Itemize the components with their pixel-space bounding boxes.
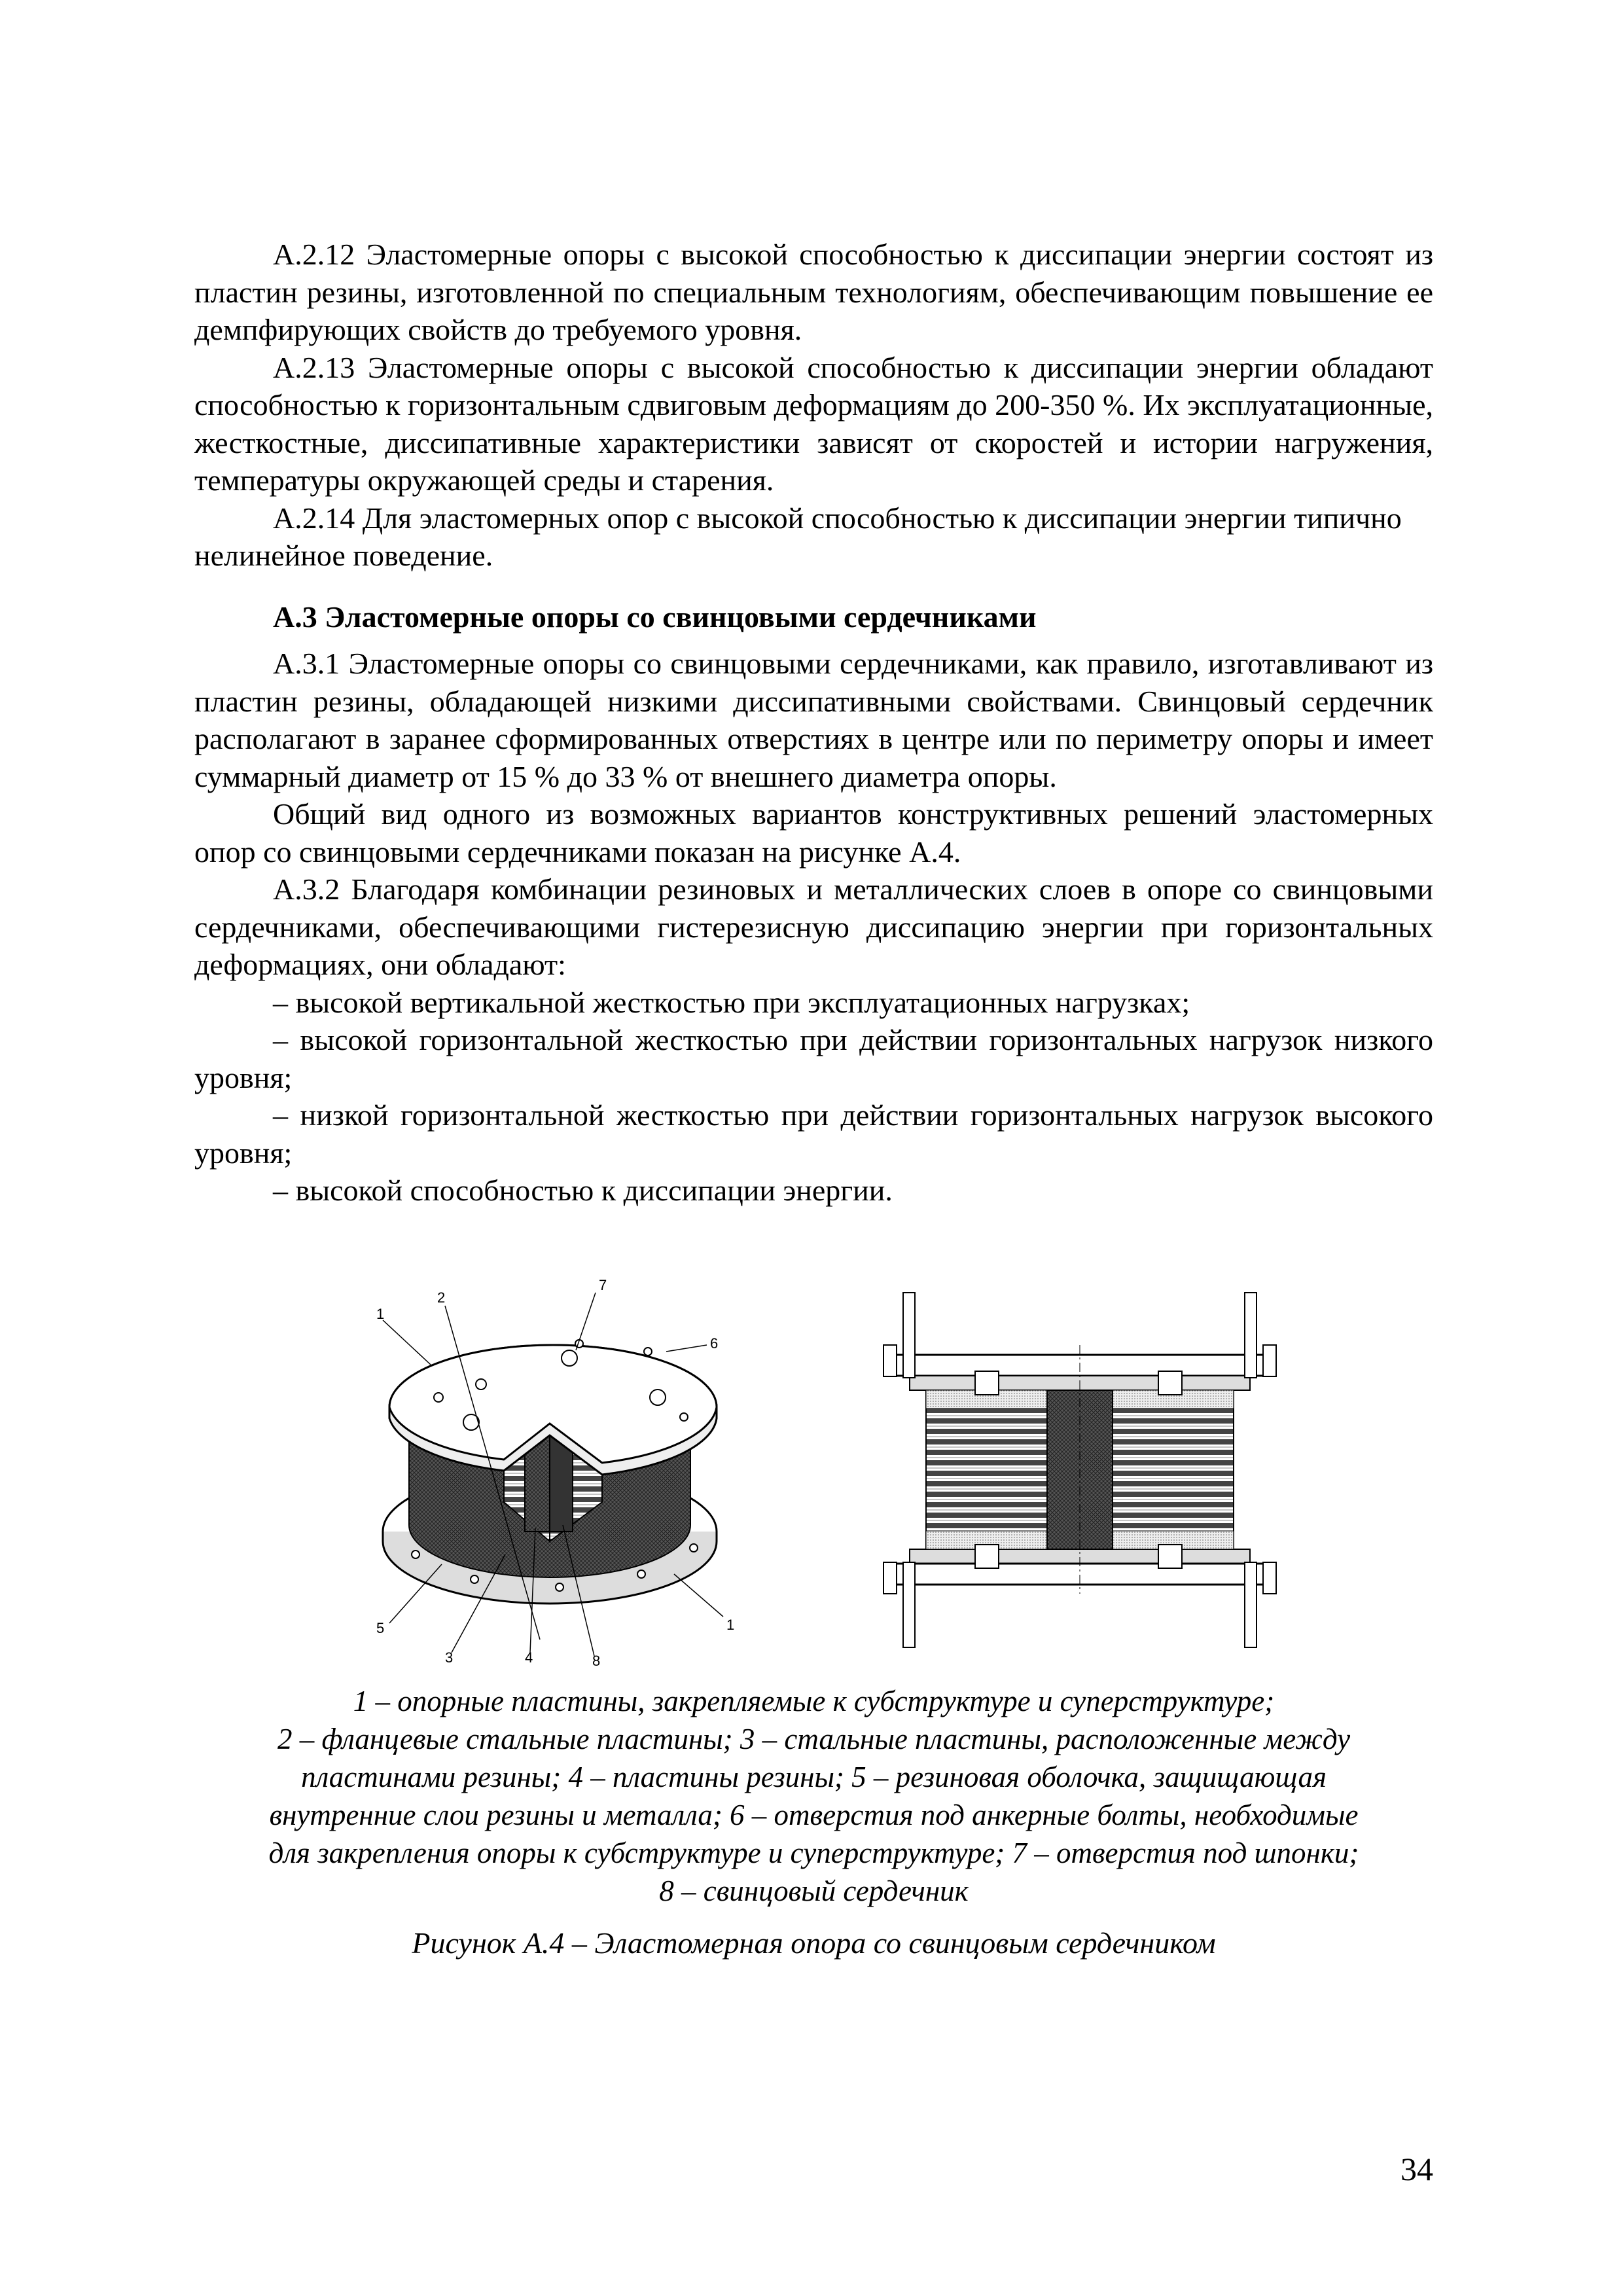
body-text xyxy=(194,236,1433,1210)
isometric-view xyxy=(376,1277,734,1669)
callout-1-bottom: 1 xyxy=(726,1617,735,1633)
list-item-4: – высокой способностью к диссипации энергии. xyxy=(273,1174,893,1207)
figure-a4 xyxy=(353,1266,1322,1669)
legend-line-2: 2 – фланцевые стальные пластины; 3 – стальные пластины, расположенные между xyxy=(277,1723,1351,1755)
cross-section-view xyxy=(883,1293,1276,1647)
paragraph-a31: А.3.1 Эластомерные опоры со свинцовыми сердечниками, как правило, изготавливают из пластин резины, обладающей низкими диссипативными свойствами. Свинцовый сердечник располагают в заранее сформированных отверстиях в центре или по периметру опоры и имеет суммарный диаметр от 15 % до 33 % от внешнего диаметра опоры. xyxy=(194,647,1433,793)
paragraph-a212: А.2.12 Эластомерные опоры с высокой способностью к диссипации энергии состоят из пластин резины, изготовленной по специальным технологиям, обеспечивающим повышение ее демпфирующих свойств до требуемого уровня. xyxy=(194,238,1433,346)
callout-7: 7 xyxy=(599,1277,607,1293)
legend-line-3: пластинами резины; 4 – пластины резины; 5 – резиновая оболочка, защищающая xyxy=(301,1761,1327,1793)
section-heading-a3: А.3 Эластомерные опоры со свинцовыми сердечниками xyxy=(273,600,1037,634)
page-number: 34 xyxy=(1400,2151,1433,2187)
legend-line-5: для закрепления опоры к субструктуре и суперструктуре; 7 – отверстия под шпонки; xyxy=(268,1837,1359,1869)
callout-6: 6 xyxy=(710,1335,719,1352)
paragraph-a213: А.2.13 Эластомерные опоры с высокой способностью к диссипации энергии обладают способностью к горизонтальным сдвиговым деформациям до 200-350 %. Их эксплуатационные, жесткостные, диссипативные характеристики зависят от скоростей и истории нагружения, температуры окружающей среды и старения. xyxy=(194,350,1433,497)
list-item-1: – высокой вертикальной жесткостью при эксплуатационных нагрузках; xyxy=(273,985,1190,1019)
paragraph-a214: А.2.14 Для эластомерных опор с высокой способностью к диссипации энергии типично нелинейное поведение. xyxy=(194,501,1402,572)
callout-4: 4 xyxy=(525,1649,533,1666)
paragraph-general-view: Общий вид одного из возможных вариантов конструктивных решений эластомерных опор со свинцовыми сердечниками показан на рисунке А.4. xyxy=(194,797,1433,869)
callout-2: 2 xyxy=(437,1289,446,1306)
list-item-3: – низкой горизонтальной жесткостью при действии горизонтальных нагрузок высокого уровня; xyxy=(194,1098,1433,1170)
legend-line-1: 1 – опорные пластины, закрепляемые к субструктуре и суперструктуре; xyxy=(353,1685,1275,1717)
bearing-drawings xyxy=(353,1266,1322,1669)
callout-3: 3 xyxy=(445,1649,454,1666)
callout-1-top: 1 xyxy=(376,1306,385,1322)
callout-5: 5 xyxy=(376,1620,385,1636)
legend-line-6: 8 – свинцовый сердечник xyxy=(659,1874,969,1907)
figure-caption: Рисунок А.4 – Эластомерная опора со свинцовым сердечником xyxy=(412,1926,1216,1960)
figure-legend xyxy=(194,1682,1433,1910)
list-item-2: – высокой горизонтальной жесткостью при действии горизонтальных нагрузок низкого уровня; xyxy=(194,1023,1433,1094)
legend-line-4: внутренние слои резины и металла; 6 – отверстия под анкерные болты, необходимые xyxy=(269,1799,1359,1831)
callout-8: 8 xyxy=(592,1653,601,1669)
paragraph-a32: А.3.2 Благодаря комбинации резиновых и металлических слоев в опоре со свинцовыми сердечниками, обеспечивающими гистерезисную диссипацию энергии при горизонтальных деформациях, они обладают: xyxy=(194,872,1433,981)
